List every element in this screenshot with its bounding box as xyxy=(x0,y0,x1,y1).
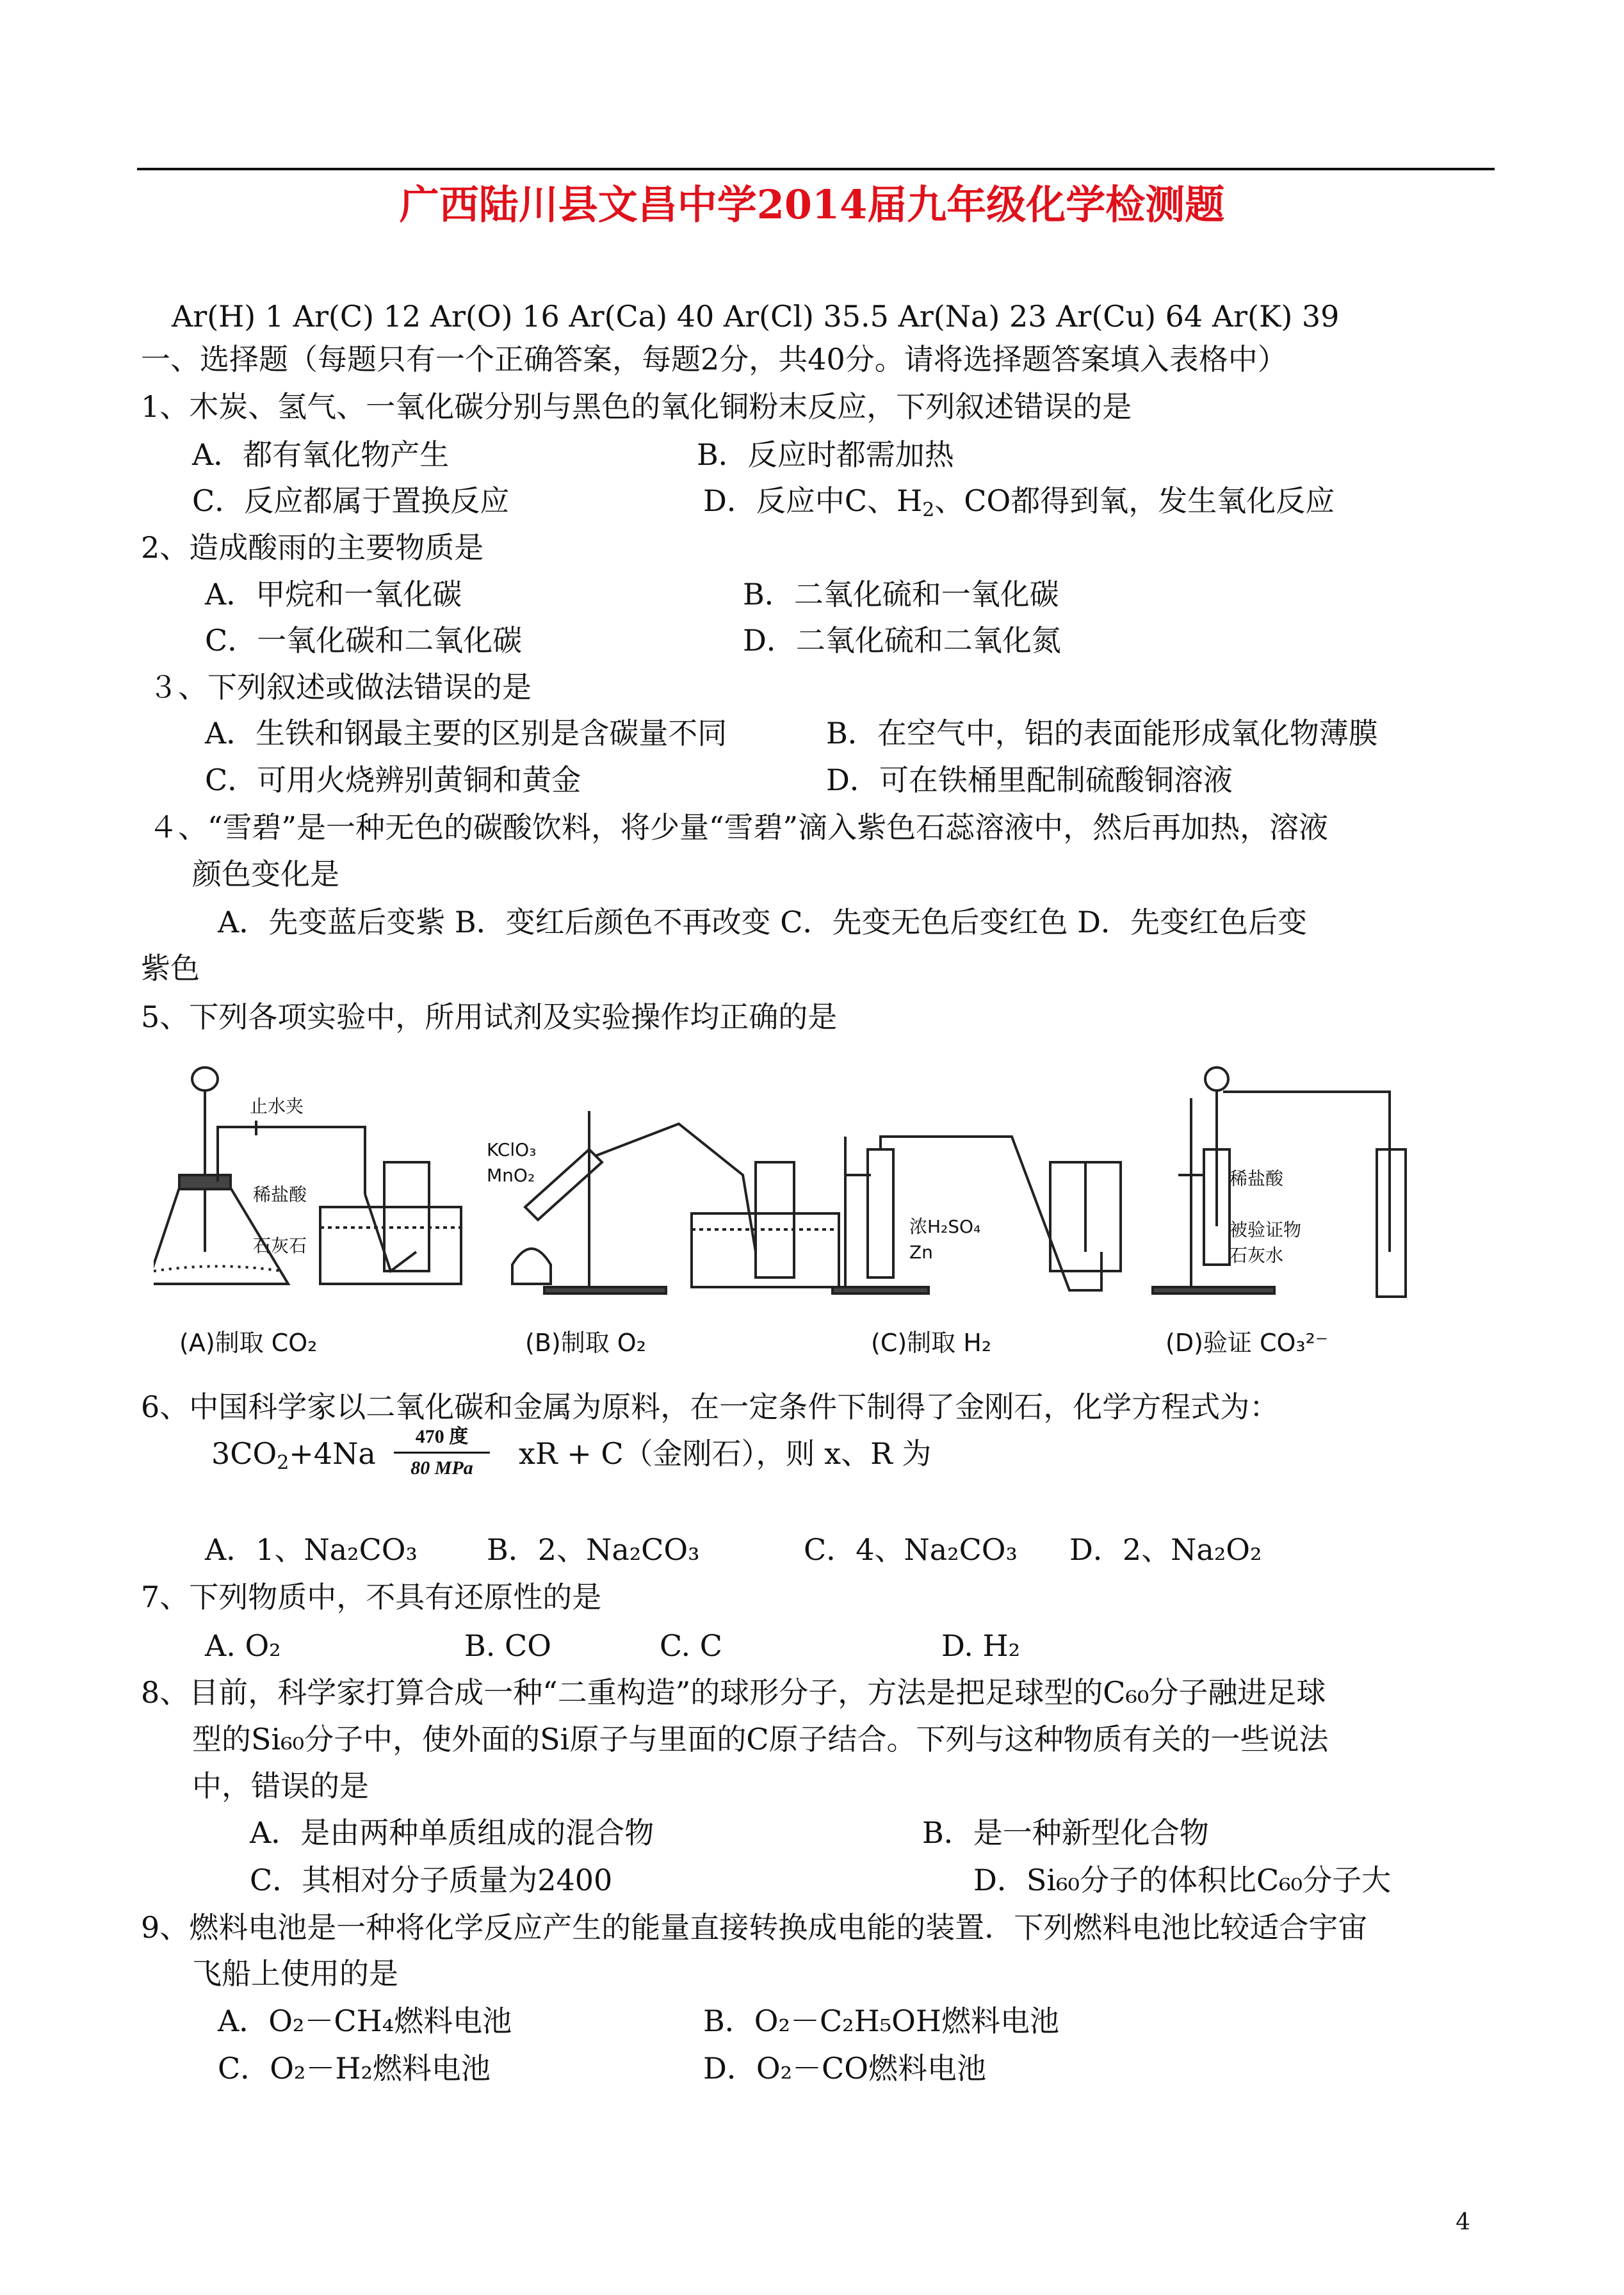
q6-condition-bar xyxy=(394,1452,490,1454)
q1-option-b: B．反应时都需加热 xyxy=(697,437,954,472)
q5-apparatus-figure xyxy=(154,1060,1473,1367)
q4-options-wrap: 紫色 xyxy=(141,951,200,985)
fig-a-clamp-label: 止水夹 xyxy=(250,1096,304,1117)
atomic-masses: Ar(H) 1 Ar(C) 12 Ar(O) 16 Ar(Ca) 40 Ar(Cl) 35.5 Ar(Na) 23 Ar(Cu) 64 Ar(K) 39 xyxy=(172,299,1340,334)
q9-option-d: D．O₂－CO燃料电池 xyxy=(703,2051,986,2086)
q6-option-d: D．2、Na₂O₂ xyxy=(1069,1532,1262,1567)
q9-option-b: B．O₂－C₂H₅OH燃料电池 xyxy=(703,2004,1059,2038)
q2-option-a: A．甲烷和一氧化碳 xyxy=(205,577,462,612)
q8-stem: 8、目前，科学家打算合成一种“二重构造”的球形分子，方法是把足球型的C₆₀分子融进足球 xyxy=(141,1675,1326,1710)
apparatus-a xyxy=(154,1067,461,1284)
q3-option-c: C．可用火烧辨别黄铜和黄金 xyxy=(205,763,581,797)
fig-d-lime-label: 石灰水 xyxy=(1230,1245,1284,1266)
fig-d-sample-label: 被验证物 xyxy=(1230,1219,1302,1240)
q9-option-c: C．O₂－H₂燃料电池 xyxy=(218,2051,491,2086)
fig-d-acid-label: 稀盐酸 xyxy=(1230,1168,1284,1189)
page-number: 4 xyxy=(1456,2209,1470,2235)
q1-option-d: D．反应中C、$H_2$、CO都得到氧，发生氧化反应 xyxy=(703,483,1335,521)
apparatus-b xyxy=(512,1111,839,1293)
q4-stem: ４、“雪碧”是一种无色的碳酸饮料，将少量“雪碧”滴入紫色石蕊溶液中，然后再加热，溶液 xyxy=(149,810,1329,845)
fig-d-caption: (D)验证 CO₃²⁻ xyxy=(1165,1329,1328,1357)
fig-c-caption: (C)制取 H₂ xyxy=(871,1329,992,1357)
fig-b-kclo3-label: KClO₃ xyxy=(487,1139,537,1160)
q3-option-a: A．生铁和钢最主要的区别是含碳量不同 xyxy=(205,716,727,750)
q2-option-c: C．一氧化碳和二氧化碳 xyxy=(205,623,523,658)
q6-option-b: B．2、Na₂CO₃ xyxy=(487,1532,700,1567)
fig-a-caption: (A)制取 CO₂ xyxy=(179,1329,318,1357)
q7-option-c: C. C xyxy=(660,1628,722,1663)
q3-option-b: B．在空气中，铝的表面能形成氧化物薄膜 xyxy=(826,716,1378,750)
fig-b-mno2-label: MnO₂ xyxy=(487,1165,535,1186)
q1-option-a: A．都有氧化物产生 xyxy=(192,437,450,472)
q9-option-a: A．O₂－CH₄燃料电池 xyxy=(218,2004,512,2038)
q6-reaction-conditions xyxy=(394,1425,490,1480)
q4-stem-cont: 颜色变化是 xyxy=(192,857,339,891)
q7-stem: 7、下列物质中，不具有还原性的是 xyxy=(141,1580,602,1614)
q7-option-b: B. CO xyxy=(464,1628,551,1663)
q9-stem: 9、燃料电池是一种将化学反应产生的能量直接转换成电能的装置．下列燃料电池比较适合宇宙 xyxy=(141,1910,1368,1945)
fig-c-acid-label: 浓H₂SO₄ xyxy=(909,1216,981,1237)
fig-a-acid-label: 稀盐酸 xyxy=(253,1184,307,1205)
apparatus-c xyxy=(832,1137,1121,1293)
q7-option-d: D. H₂ xyxy=(941,1628,1021,1663)
q6-option-c: C．4、Na₂CO₃ xyxy=(804,1532,1018,1567)
q8-option-a: A．是由两种单质组成的混合物 xyxy=(250,1815,654,1850)
q8-stem-cont1: 型的Si₆₀分子中，使外面的Si原子与里面的C原子结合。下列与这种物质有关的一些说法 xyxy=(192,1722,1329,1756)
q1-stem: 1、木炭、氢气、一氧化碳分别与黑色的氧化铜粉末反应，下列叙述错误的是 xyxy=(141,389,1132,424)
header-rule xyxy=(137,168,1495,170)
q2-stem: 2、造成酸雨的主要物质是 xyxy=(141,530,484,565)
section-heading: 一、选择题（每题只有一个正确答案，每题2分，共40分。请将选择题答案填入表格中） xyxy=(141,342,1287,377)
q8-option-c: C．其相对分子质量为2400 xyxy=(250,1863,613,1897)
q8-option-d: D．Si₆₀分子的体积比C₆₀分子大 xyxy=(973,1863,1392,1897)
fig-b-caption: (B)制取 O₂ xyxy=(525,1329,646,1357)
q6-condition-temperature: 470 度 xyxy=(415,1426,469,1447)
q6-equation-right: xR + C（金刚石），则 x、R 为 xyxy=(519,1436,932,1471)
q1-option-c: C．反应都属于置换反应 xyxy=(192,483,510,518)
fig-a-stone-label: 石灰石 xyxy=(253,1235,307,1256)
q5-stem: 5、下列各项实验中，所用试剂及实验操作均正确的是 xyxy=(141,1000,838,1034)
q6-condition-pressure: 80 MPa xyxy=(410,1457,473,1479)
q3-stem: ３、下列叙述或做法错误的是 xyxy=(149,670,532,704)
q6-equation-left: $3CO_2+4Na$ xyxy=(211,1436,376,1474)
q2-option-d: D．二氧化硫和二氧化氮 xyxy=(743,623,1061,658)
q8-option-b: B．是一种新型化合物 xyxy=(922,1815,1209,1850)
q8-stem-cont2: 中，错误的是 xyxy=(192,1769,369,1803)
q6-option-a: A．1、Na₂CO₃ xyxy=(205,1532,418,1567)
page-title: 广西陆川县文昌中学2014届九年级化学检测题 xyxy=(399,181,1225,228)
fig-c-zn-label: Zn xyxy=(909,1242,933,1263)
q7-option-a: A. O₂ xyxy=(205,1628,281,1663)
q2-option-b: B．二氧化硫和一氧化碳 xyxy=(743,577,1059,612)
q3-option-d: D．可在铁桶里配制硫酸铜溶液 xyxy=(826,763,1233,797)
q4-options: A．先变蓝后变紫 B．变红后颜色不再改变 C．先变无色后变红色 D．先变红色后变 xyxy=(218,905,1307,939)
q6-stem: 6、中国科学家以二氧化碳和金属为原料，在一定条件下制得了金刚石，化学方程式为： xyxy=(141,1390,1279,1424)
q9-stem-cont: 飞船上使用的是 xyxy=(192,1956,398,1991)
